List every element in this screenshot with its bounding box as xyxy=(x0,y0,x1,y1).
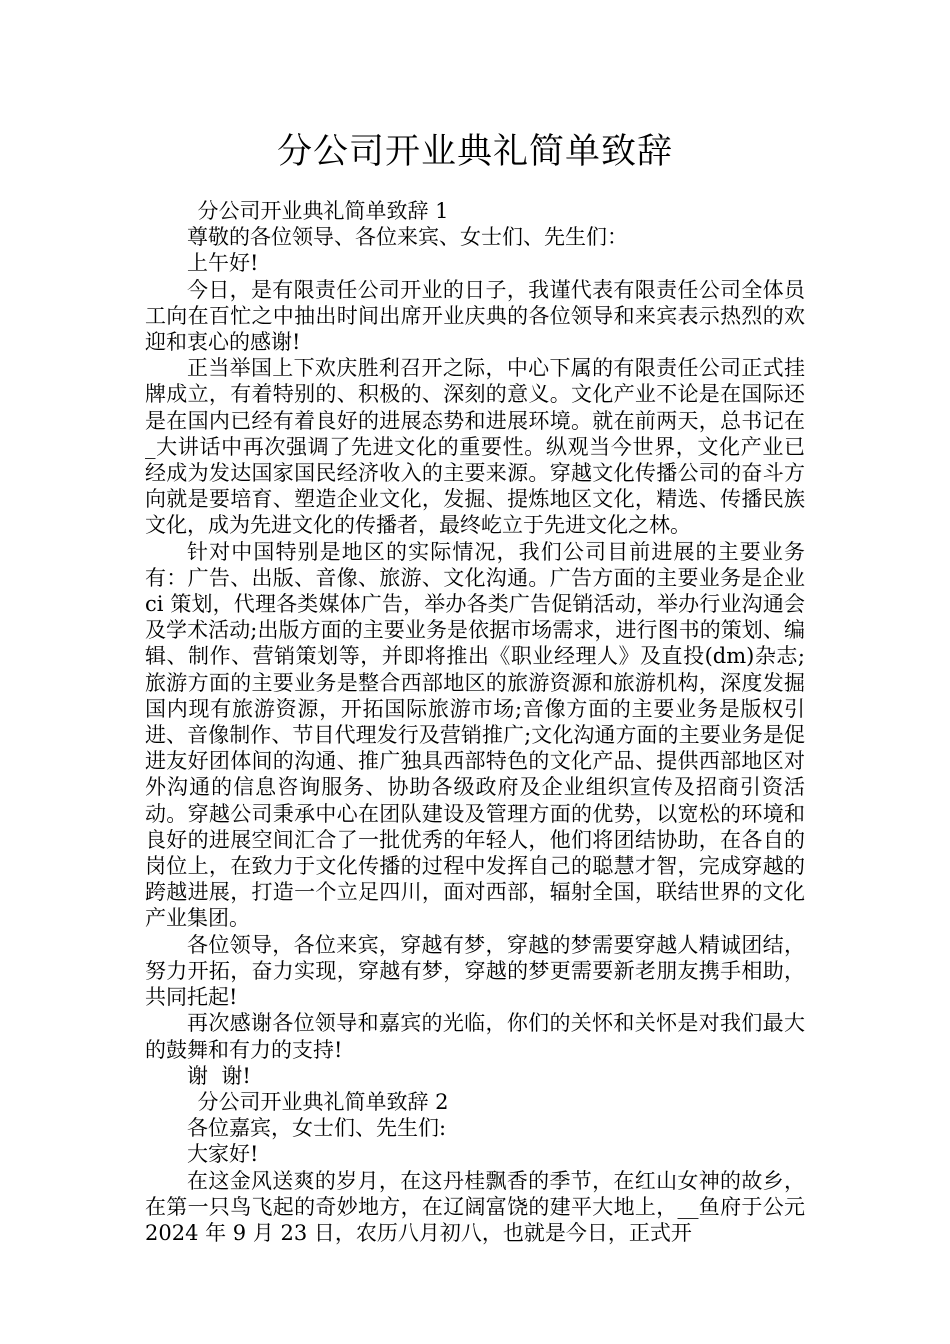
greeting: 上午好! xyxy=(187,251,259,276)
section-heading: 分公司开业典礼简单致辞 1 xyxy=(197,199,449,223)
paragraph: 正当举国上下欢庆胜利召开之际，中心下属的有限责任公司正式挂牌成立，有着特别的、积极的、深刻的意义。文化产业不论是在国际还是在国内已经有着良好的进展态势和进展环境。就在前两天，总书记在_大讲话中再次强调了先进文化的重要性。纵观当今世界，文化产业已经成为发达国家国民经济收入的主要来源。穿越文化传播公司的奋斗方向就是要培育、塑造企业文化，发掘、提炼地区文化，精选、传播民族文化，成为先进文化的传播者，最终屹立于先进文化之林。 xyxy=(145,356,805,538)
paragraph: 针对中国特别是地区的实际情况，我们公司目前进展的主要业务有：广告、出版、音像、旅游、文化沟通。广告方面的主要业务是企业 ci 策划，代理各类媒体广告，举办各类广告促销活动，举办行业沟通会及学术活动;出版方面的主要业务是依据市场需求，进行图书的策划、编辑、制作、营销策划等，并即将推出《职业经理人》及直投(dm)杂志;旅游方面的主要业务是整合西部地区的旅游资源和旅游机构，深度发掘国内现有旅游资源，开拓国际旅游市场;音像方面的主要业务是版权引进、音像制作、节目代理发行及营销推广;文化沟通方面的主要业务是促进友好团体间的沟通、推广独具西部特色的文化产品、提供西部地区对外沟通的信息咨询服务、协助各级政府及企业组织宣传及招商引资活动。穿越公司秉承中心在团队建设及管理方面的优势，以宽松的环境和良好的进展空间汇合了一批优秀的年轻人，他们将团结协助，在各自的岗位上，在致力于文化传播的过程中发挥自己的聪慧才智，完成穿越的跨越进展，打造一个立足四川，面对西部，辐射全国，联结世界的文化产业集团。 xyxy=(145,539,805,931)
paragraph: 再次感谢各位领导和嘉宾的光临，你们的关怀和关怀是对我们最大的鼓舞和有力的支持! xyxy=(145,1011,805,1062)
greeting: 大家好! xyxy=(187,1142,259,1167)
document-body xyxy=(145,198,805,1246)
salutation: 各位嘉宾，女士们、先生们: xyxy=(187,1116,447,1141)
paragraph: 各位领导，各位来宾，穿越有梦，穿越的梦需要穿越人精诚团结，努力开拓，奋力实现，穿越有梦，穿越的梦更需要新老朋友携手相助，共同托起! xyxy=(145,932,805,1010)
paragraph: 在这金风送爽的岁月，在这丹桂飘香的季节，在红山女神的故乡，在第一只鸟飞起的奇妙地方，在辽阔富饶的建平大地上，__鱼府于公元 2024 年 9 月 23 日，农历八月初八，也就是今日，正式开 xyxy=(145,1168,805,1245)
document-title: 分公司开业典礼简单致辞 xyxy=(276,132,673,172)
salutation: 尊敬的各位领导、各位来宾、女士们、先生们： xyxy=(187,225,628,250)
paragraph: 今日，是有限责任公司开业的日子，我谨代表有限责任公司全体员工向在百忙之中抽出时间出席开业庆典的各位领导和来宾表示热烈的欢迎和衷心的感谢! xyxy=(145,277,805,355)
section-heading: 分公司开业典礼简单致辞 2 xyxy=(197,1089,449,1114)
closing-thanks: 谢 谢! xyxy=(187,1063,251,1088)
